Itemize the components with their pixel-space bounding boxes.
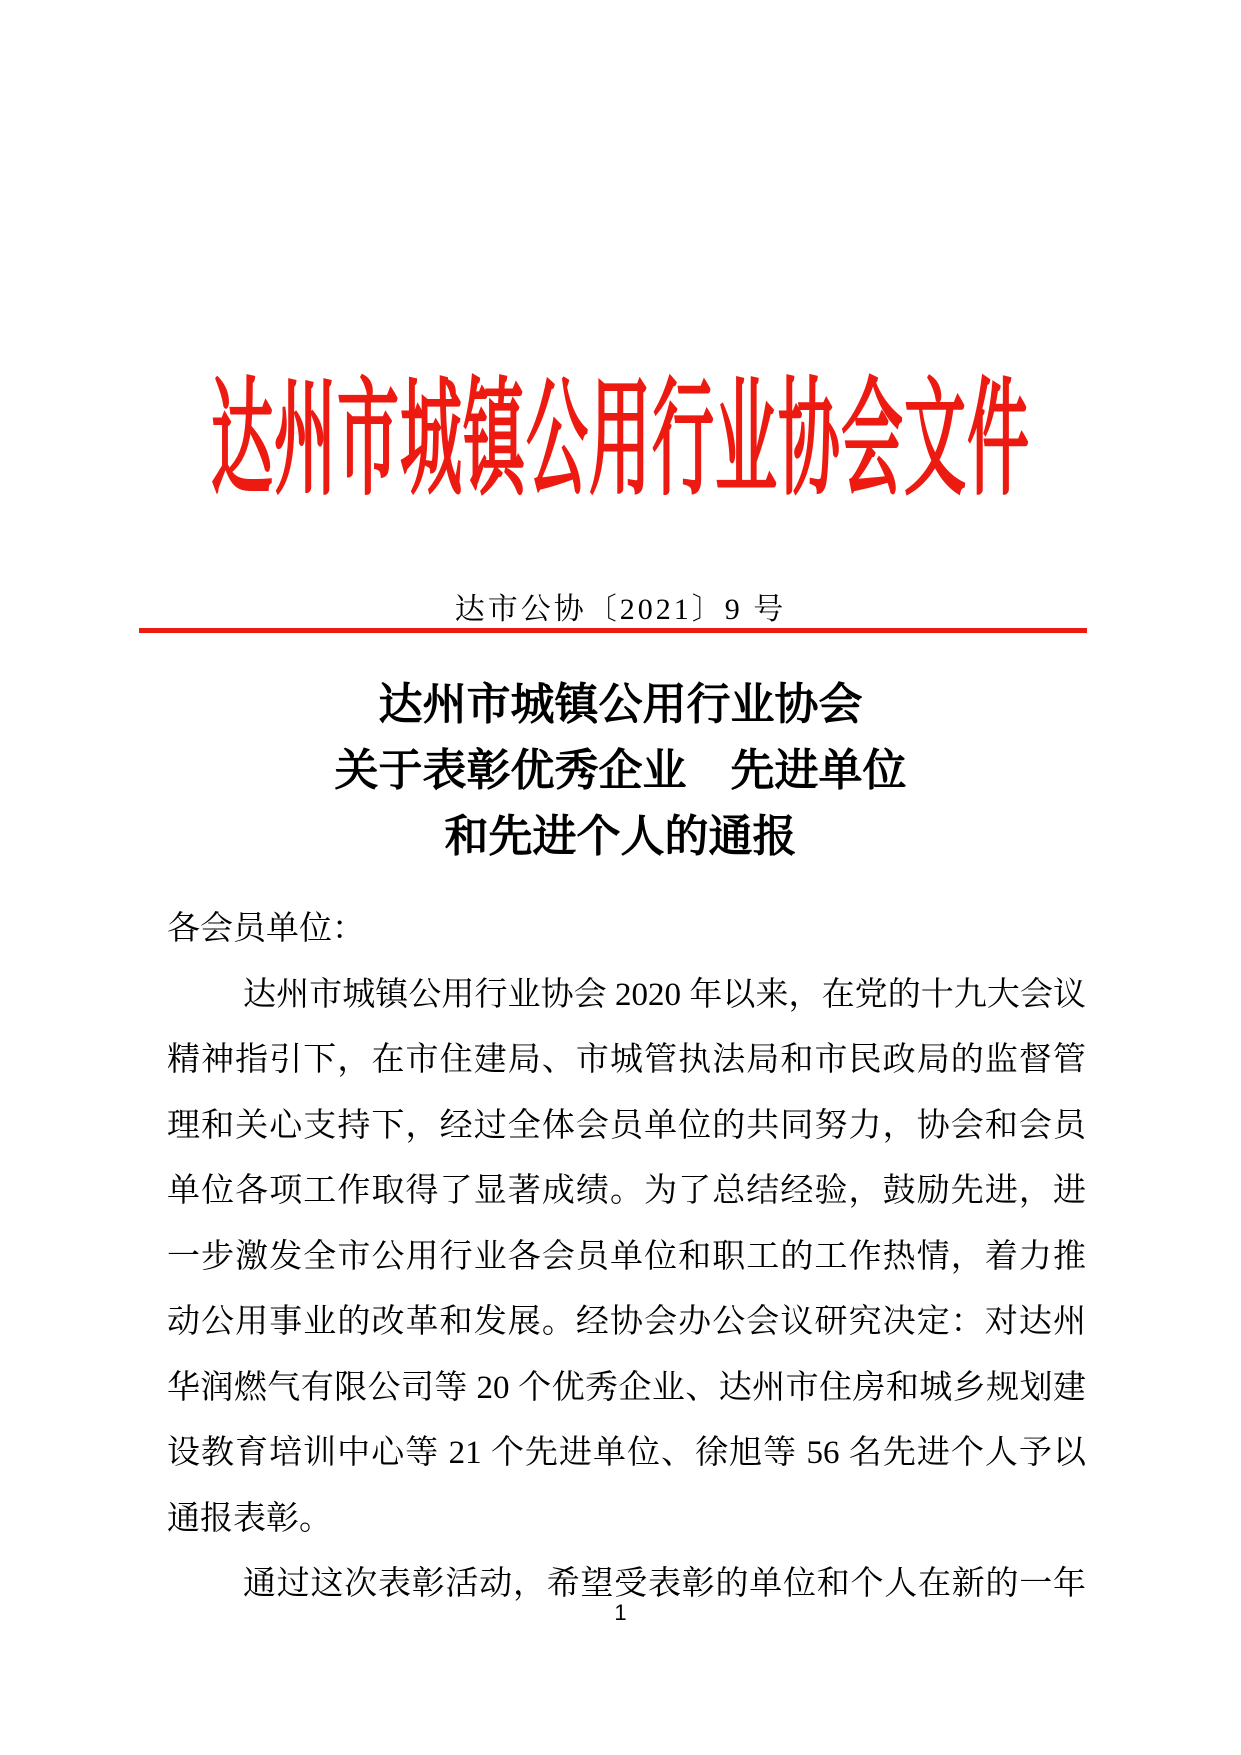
body-line: 动公用事业的改革和发展。经协会办公会议研究决定：对达州	[167, 1304, 1086, 1340]
letterhead	[0, 355, 1241, 512]
title-line-3: 和先进个人的通报	[444, 812, 797, 861]
body-line: 华润燃气有限公司等 20 个优秀企业、达州市住房和城乡规划建	[167, 1369, 1086, 1406]
title-line-1: 达州市城镇公用行业协会	[378, 680, 863, 729]
page-number: 1	[614, 1600, 627, 1625]
document-title	[0, 672, 1241, 870]
red-divider-line	[139, 628, 1087, 633]
body-line: 理和关心支持下，经过全体会员单位的共同努力，协会和会员	[167, 1107, 1086, 1144]
letterhead-org-title: 达州市城镇公用行业协会文件	[210, 371, 1030, 512]
body-line: 单位各项工作取得了显著成绩。为了总结经验，鼓励先进，进	[167, 1173, 1086, 1209]
body-line: 通报表彰。	[167, 1500, 332, 1537]
body-line: 设教育培训中心等 21 个先进单位、徐旭等 56 名先进个人予以	[167, 1435, 1086, 1471]
title-line-2: 关于表彰优秀企业 先进单位	[334, 746, 907, 795]
body-line: 达州市城镇公用行业协会 2020 年以来，在党的十九大会议	[243, 976, 1086, 1013]
document-number: 达市公协〔2021〕9 号	[454, 593, 787, 626]
body-line: 通过这次表彰活动，希望受表彰的单位和个人在新的一年	[243, 1566, 1086, 1602]
body-salutation: 各会员单位：	[167, 911, 365, 947]
body-line: 一步激发全市公用行业各会员单位和职工的工作热情，着力推	[167, 1238, 1086, 1275]
body-line: 精神指引下，在市住建局、市城管执法局和市民政局的监督管	[167, 1042, 1086, 1078]
document-body	[167, 897, 1086, 1618]
